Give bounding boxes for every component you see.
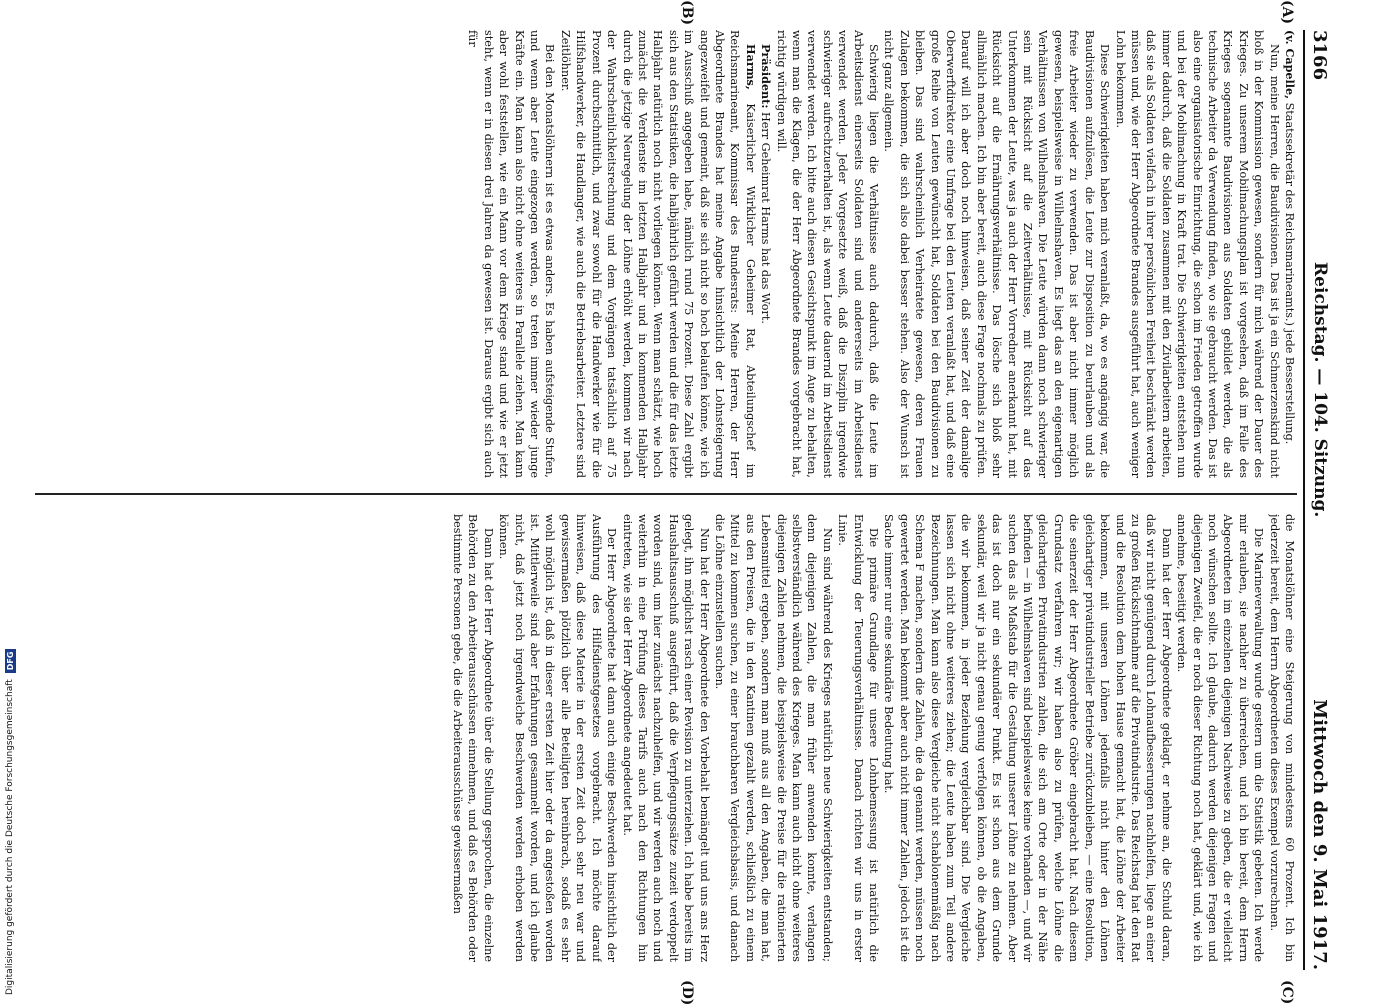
paragraph-text: Herr Geheimrat Harms hat das Wort. [759,112,773,324]
paragraph [758,30,773,478]
paragraph [1282,30,1297,478]
paragraph-text: Kaiserlicher Wirklicher Geheimer Rat, Abteilungschef im Reichsmarineamt, Kommissar des Bundesrats: Meine Herren, der Herr Abgeordnete Brandes hat meine Angabe hinsichtlich der Lohnsteigerung angezweifelt und gemeint, daß sie sich nicht so hoch belaufen könne, wie ich im Ausschuß angegeben habe, nämlich rund 75 Prozent. Diese Zahl ergibt sich aus den Statistiken, die halbjährlich geführt werden und die für das letzte Halbjahr natürlich noch nicht vorliegen können. Wenn man schätzt, wie hoch zunächst die Verdienste im letzten Halbjahr und in kommenden Halbjahr durch die jetzige Neuregelung der Löhne erhöht werden, kommen wir nach der Wahrscheinlichkeitsrechnung und dem Vorgängen tatsächlich auf 75 Prozent durchschnittlich, und zwar sowohl für die Handwerker wie für die Hilfshandwerker, die Handlanger, wie auch die Betriebsarbeiter. Letztere sind Zeitlöhner. [558,30,757,478]
footer-text: Digitalisierung gefördert durch die Deutsche Forschungsgemeinschaft [5,679,15,995]
paragraph-text: Dann hat der Herr Abgeordnete über die Stellung gesprochen, die einzelne Behörden zu den Arbeiterausschüssen einnehmen, und daß es Behörden oder bestimmte Personen gebe, die die Arbeiterausschüsse gewissermaßen [451,514,495,962]
margin-letter-c: (C) [1279,980,1295,1005]
column-divider [35,493,1297,495]
left-column [35,30,1297,478]
paragraph [465,30,557,478]
margin-letter-d: (D) [679,980,695,1005]
page-title: Reichstag. — 104. Sitzung. [1310,262,1330,518]
paragraph-text: Schwierig liegen die Verhältnisse auch dadurch, daß die Leute im Arbeitsdienst einerseits Soldaten sind und andererseits im Arbeitsdienst verwendet werden. Jeder Vorgesetzte weiß, daß die Disziplin irgendwie schwieriger aufrechtzuerhalten ist, als wenn Leute dauernd im Arbeitsdienst verwendet werden. Ich bitte auch diesen Gesichtspunkt im Auge zu behalten, wenn man die Klagen, die der Herr Abgeordnete Brandes vorgebracht hat, richtig würdigen will. [774,30,881,478]
paragraph [496,514,619,962]
paragraph-text: die Monatslöhner eine Steigerung von mindestens 60 Prozent. Ich bin jederzeit bereit, dem Herrn Abgeordneten dieses Exempel vorzurechnen. [1267,514,1296,962]
margin-letter-b: (B) [679,0,695,26]
paragraph-text: Staatssekretär des Reichsmarineamts.) jede Besserstellung. [1283,102,1296,445]
speaker-name: (v. Capelle, [1283,30,1297,100]
right-column [35,514,1297,962]
paragraph [1266,514,1297,962]
dfg-logo: DFG [5,649,16,674]
paragraph [619,514,711,962]
paragraph-text: Die Marineverwaltung wurde gestern um die Statistik gebeten. Ich werde mir erlauben, sie nachher zu überreichen, und ich bin bereit, dem Herrn Abgeordneten im einzelnen diejenigen Nachweise zu geben, die er vielleicht noch wünschen sollte. Ich glaube, dadurch werden diejenigen Fragen und diejenigen Zweifel, die er noch dieser Richtung noch hat, geklärt und, wie ich annehme, beseitigt werden. [1175,514,1266,962]
margin-letter-a: (A) [1279,0,1295,25]
paragraph [881,514,1174,962]
paragraph-text: Dann hat der Herr Abgeordnete geklagt, er nehme an, die Schuld daran, daß wir nicht genügend durch Lohnaufbesserungen nachhelfen, liege an einer zu großen Rücksichtnahme auf die Privatindustrie. Das Reichstag hat den Rat und die Resolution dem hohen Hause gemacht hat, die Löhne der Arbeiter bekommen, mit unseren Löhnen jedenfalls nicht hinter den Löhnen gleichartiger privatindustrieller Betriebe zurückzubleiben, — eine Resolution, die seinerzeit der Herr Abgeordnete Gröber eingebracht hat. Nach diesem Grundsatz verfahren wir; wir haben also zu prüfen, welche Löhne die gleichartigen Privatindustrien zahlen, die sich am Orte oder in der Nähe befinden — in Wilhelmshaven sind beispielsweise keine vorhanden —, und wir suchen das als Maßstab für die Gestaltung unserer Löhne zu nehmen. Aber das ist doch nur ein sekundärer Punkt. Es ist schon aus dem Grunde sekundär, weil wir ja nicht genau genug verfolgen können, ob die Angaben, die wir bekommen, in jeder Beziehung vergleichbar sind. Die Vergleiche lassen sich nicht ohne weiteres ziehen; die Leute haben zum Teil andere Bezeichnungen. Man kann also diese Vergleiche nicht schablonenmäßig nach Schema F machen, sondern die Zahlen, die da genannt werden, müssen noch gewertet werden. Man bekommt aber auch nicht immer Zahlen, jedoch ist die Sache immer nur eine sekundäre Bedeutung hat. [882,514,1173,962]
paragraph-text: Bei den Monatslöhnern ist es etwas anders. Es haben aufsteigende Stufen, und wenn aber Leute eingezogen werden, so treten immer wieder junge Kräfte ein. Man kann also nicht ohne weiteres in Parallele ziehen. Man kann aber wohl feststellen, wie ein Mann vor dem Kriege stand und wie er jetzt steht, wenn er in diesen drei Jahren da gewesen ist. Daraus ergibt sich auch für [466,30,557,478]
paragraph [1174,514,1266,962]
paragraph-text: Die primäre Grundlage für unsere Lohnbemessung ist natürlich die Entwicklung der Teuerungsverhältnisse. Danach richten wir uns in erster Linie. [836,514,881,962]
paragraph [712,514,835,962]
paragraph [558,30,758,478]
speaker-name: Harms, [743,44,758,90]
page-number: 3166 [1309,30,1331,81]
paragraph-text: Nun sind während des Krieges natürlich neue Schwierigkeiten entstanden; denn diejenigen Zahlen, die man früher anwenden konnte, verlangen selbstverständlich während des Krieges. Man kann auch nicht ohne weiteres diejenigen Zahlen nehmen, die beispielsweise die Preise für die rationierten Lebensmittel ergeben, sondern man muß aus all den Angaben, die man hat, aus den Preisen, die in den Kantinen gezahlt werden, schließlich zu einem Mittel zu kommen suchen, zu einer brauchbaren Vergleichsbasis, und danach die Löhne einzustellen suchen. [712,514,834,962]
rotated-page [30,0,1335,1005]
paragraph [773,30,881,478]
paragraph-text: Nun, meine Herren, die Baudivisionen. Das ist ja ein Schmerzenskind nicht bloß in der Kommission gewesen, sondern für mich während der Dauer des Krieges. Zu unserem Mobilmachungsplan ist vorgesehen, daß im Falle des Krieges sogenannte Baudivisionen aus Soldaten gebildet werden, die als technische Arbeiter da Verwendung finden, wo sie gebraucht werden. Das ist also eine organisatorische Einrichtung, die schon im Frieden getroffen wurde und bei der Mobilmachung in Kraft trat. Die Schwierigkeiten entstehen nun immer dadurch, daß die Soldaten zusammen mit den Zivilarbeitern arbeiten, daß sie als Soldaten vielfach in ihrer persönlichen Freiheit beschränkt werden müssen und, wie der Herr Abgeordnete Brandes ausgeführt hat, auch weniger Lohn bekommen. [1113,30,1281,478]
footer-credit [4,5,16,995]
page-header [1303,30,1335,970]
paragraph-text: Nun hat der Herr Abgeordnete den Vorbehalt bemängelt und uns ans Herz gelegt, ihn möglichst rasch einer Revision zu unterziehen. Ich habe bereits im Haushaltsausschuß ausgeführt, daß die Verpflegungssätze zuzeit verdoppelt worden sind, um hier zunächst nachzuhelfen, und wir werden auch noch und weiterhin in eine Prüfung dieses Tarifs auch nach den Richtungen hin eintreten, wie sie der Herr Abgeordnete angedeutet hat. [620,514,711,962]
paragraph [450,514,496,962]
speaker-name: Präsident: [759,44,774,109]
page-date: Mittwoch den 9. Mai 1917. [1309,699,1331,970]
paragraph [835,514,881,962]
paragraph [1112,30,1281,478]
paragraph-text: Der Herr Abgeordnete hat dann auch einige Beschwerden hinsichtlich der Ausführung des Hilfsdienstgesetzes vorgebracht. Ich möchte darauf hinweisen, daß diese Materie in der ersten Zeit doch sehr neu war und gewissermaßen plötzlich über alle Beteiligten hereinbrach, sodaß es sehr wohl möglich ist, daß in dieser ersten Zeit hier oder da angestoßen worden ist. Mittlerweile sind aber Erfahrungen gesammelt worden, und ich glaube nicht, daß jetzt noch irgendwelche Beschwerden werden erhoben werden können. [497,514,619,962]
paragraph-text: Diese Schwierigkeiten haben mich veranlaßt, da, wo es angängig war, die Baudivisionen aufzulösen, die Leute zur Disposition zu beurlauben und als freie Arbeiter wieder zu verwenden. Das ist aber nicht immer möglich gewesen, beispielsweise in Wilhelmshaven. Es liegt das an den eigenartigen Verhältnissen von Wilhelmshaven. Die Leute würden dann noch schwieriger sein mit Rücksicht auf die Zeitverhältnisse, mit Rücksicht auf das Unterkommen der Leute, was ja auch der Herr Vorredner anerkannt hat, mit Rücksicht auf die Ernährungsverhältnisse. Das lösche sich bloß sehr allmählich machen. Ich bin aber bereit, auch diese Frage nochmals zu prüfen. Darauf will ich aber doch noch hinweisen, daß seiner Zeit der damalige Oberwerftdirektor eine Umfrage bei den Leuten veranlaßt hat, und daß eine große Reihe von Leuten gewünscht hat, Soldaten bei den Baudivisionen zu bleiben. Das sind wahrscheinlich Verheiratete gewesen, deren Frauen Zulagen bekommen, die sich also dabei besser stehen. Also der Wunsch ist nicht ganz allgemein. [882,30,1112,478]
paragraph [881,30,1112,478]
